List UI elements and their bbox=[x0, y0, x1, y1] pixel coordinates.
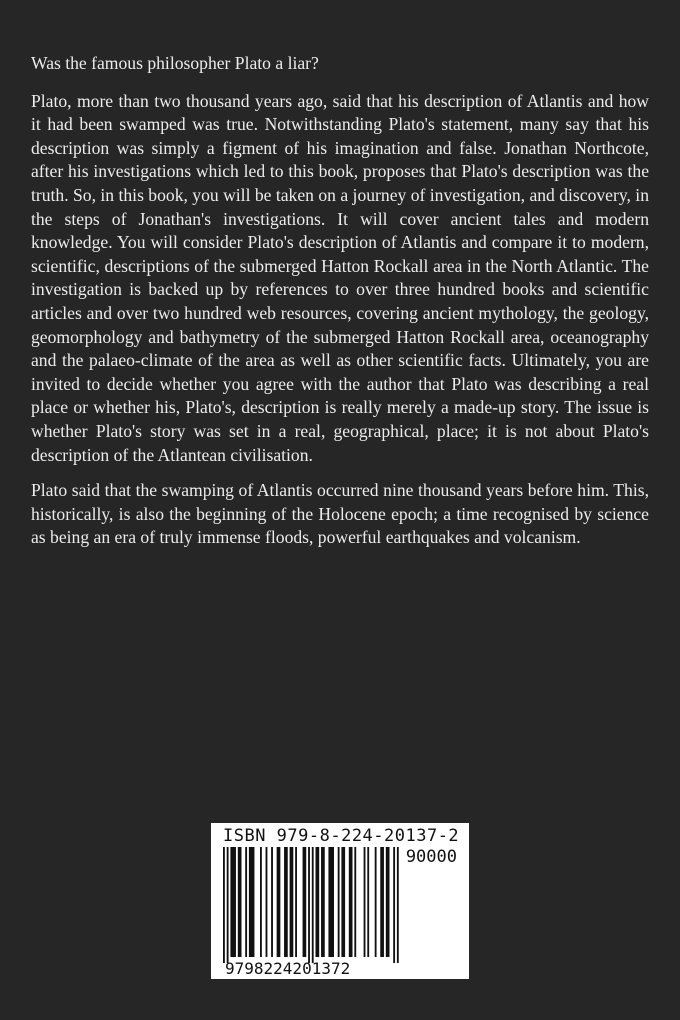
barcode-bars bbox=[211, 823, 469, 979]
barcode-bar bbox=[295, 847, 297, 957]
barcode-bar bbox=[277, 847, 281, 957]
barcode-bar bbox=[321, 847, 325, 957]
barcode-bar bbox=[386, 847, 390, 957]
barcode-bar bbox=[312, 847, 314, 963]
isbn-barcode bbox=[211, 823, 469, 979]
barcode-bar bbox=[284, 847, 288, 957]
barcode-bar bbox=[227, 847, 229, 963]
barcode-bar bbox=[341, 847, 345, 957]
barcode-bar bbox=[260, 847, 262, 957]
barcode-bar bbox=[230, 847, 236, 957]
barcode-bar bbox=[266, 847, 268, 957]
barcode-bar bbox=[380, 847, 384, 957]
barcode-bar bbox=[303, 847, 307, 957]
blurb-question: Was the famous philosopher Plato a liar? bbox=[31, 53, 319, 73]
barcode-bar bbox=[249, 847, 255, 957]
barcode-bar bbox=[271, 847, 273, 957]
barcode-bar bbox=[397, 847, 399, 963]
barcode-bar bbox=[316, 847, 320, 957]
barcode-bar bbox=[223, 847, 225, 963]
barcode-bar bbox=[238, 847, 242, 957]
barcode-bar bbox=[349, 847, 353, 957]
price-code: 90000 bbox=[405, 847, 457, 867]
back-cover-text bbox=[31, 52, 649, 562]
barcode-bar bbox=[375, 847, 377, 957]
barcode-bar bbox=[328, 847, 334, 957]
barcode-bar bbox=[245, 847, 247, 957]
barcode-bar bbox=[308, 847, 310, 963]
isbn-label: ISBN 979-8-224-20137-2 bbox=[223, 826, 460, 846]
barcode-bar bbox=[290, 847, 294, 957]
blurb-paragraph-main: Plato, more than two thousand years ago, said that his description of Atlantis and how it had been swamped was true. Notwithstanding Plato's statement, many say that his description was simply a figment of his imagination and false. Jonathan Northcote, after his investigations which led to this book, proposes that Plato's description was the truth. So, in this book, you will be taken on a journey of investigation, and discovery, in the steps of Jonathan's investigations. It will cover ancient tales and modern knowledge. You will consider Plato's description of Atlantis and compare it to modern, scientific, descriptions of the submerged Hatton Rockall area in the North Atlantic. The investigation is backed up by references to over three hundred books and scientific articles and over two hundred web resources, covering ancient mythology, the geology, geomorphology and bathymetry of the submerged Hatton Rockall area, oceanography and the palaeo-climate of the area as well as other scientific facts. Ultimately, you are invited to decide whether you agree with the author that Plato was describing a real place or whether his, Plato's, description is really merely a made-up story. The issue is whether Plato's story was set in a real, geographical, place; it is not about Plato's description of the Atlantean civilisation. bbox=[31, 90, 649, 465]
barcode-bar bbox=[367, 847, 369, 957]
barcode-digits: 9798224201372 bbox=[225, 959, 351, 978]
barcode-bar bbox=[364, 847, 366, 957]
barcode-bar bbox=[393, 847, 395, 963]
blurb-paragraph-closing: Plato said that the swamping of Atlantis occurred nine thousand years before him. This, historically, is also the beginning of the Holocene epoch; a time recognised by science as being an era of truly immense floods, powerful earthquakes and volcanism. bbox=[31, 480, 649, 548]
barcode-bar bbox=[338, 847, 340, 957]
barcode-bar bbox=[354, 847, 356, 957]
